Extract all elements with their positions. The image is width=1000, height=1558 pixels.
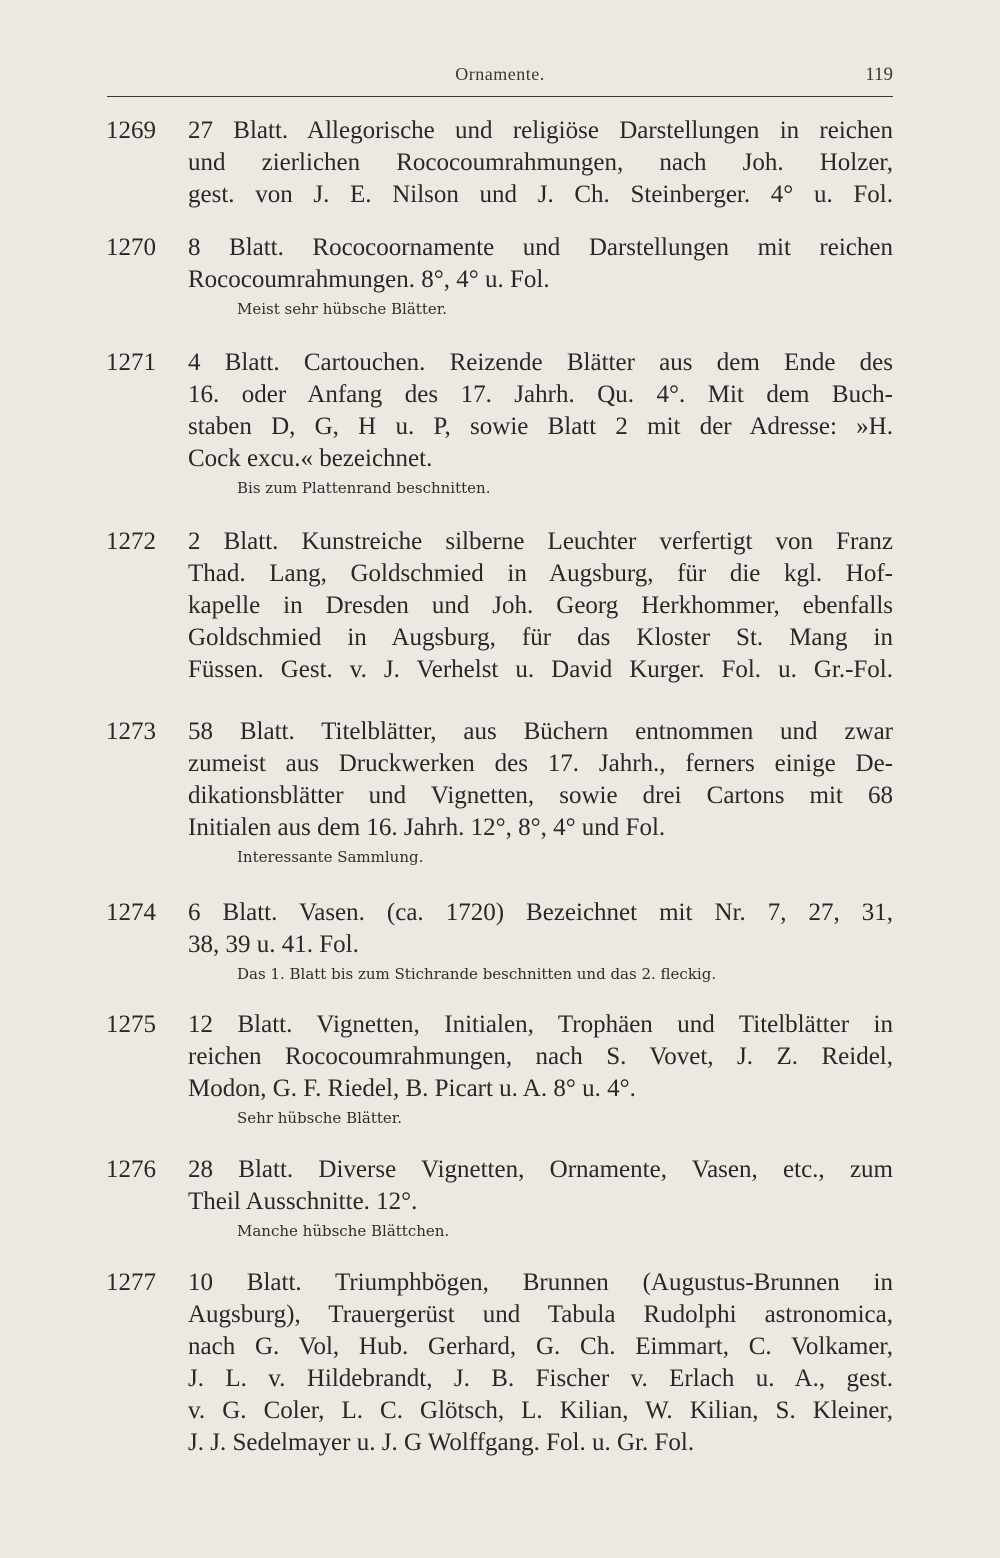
entry-line: Augsburg), Trauergerüst und Tabula Rudolphi astronomica, [188,1301,893,1328]
entry-number: 1273 [106,718,156,745]
entry-line: Rococoumrahmungen. 8°, 4° u. Fol. [188,266,550,293]
entry-number: 1272 [106,528,156,555]
entry-line: 4 Blatt. Cartouchen. Reizende Blätter aus dem Ende des [188,349,893,376]
entry-note: Bis zum Plattenrand beschnitten. [237,479,491,497]
entry-line: gest. von J. E. Nilson und J. Ch. Steinberger. 4° u. Fol. [188,181,893,208]
entry-line: 27 Blatt. Allegorische und religiöse Darstellungen in reichen [188,117,893,144]
entry-text [188,1267,893,1459]
entry-line: dikationsblätter und Vignetten, sowie drei Cartons mit 68 [188,782,893,809]
entry-line: Thad. Lang, Goldschmied in Augsburg, für die kgl. Hof- [188,560,893,587]
entry-number: 1270 [106,234,156,261]
entry-line: J. J. Sedelmayer u. J. G Wolffgang. Fol. u. Gr. Fol. [188,1429,695,1456]
entry-text [188,347,893,499]
entry-line: Cock excu.« bezeichnet. [188,445,433,472]
running-title: Ornamente. [455,64,545,84]
entry-line: 12 Blatt. Vignetten, Initialen, Trophäen und Titelblätter in [188,1011,893,1038]
entry-line: Füssen. Gest. v. J. Verhelst u. David Kurger. Fol. u. Gr.-Fol. [188,656,893,683]
entry-line: 38, 39 u. 41. Fol. [188,931,359,958]
entry-note: Meist sehr hübsche Blätter. [237,300,448,318]
entry-line: reichen Rococoumrahmungen, nach S. Vovet, J. Z. Reidel, [188,1043,893,1070]
entry-text [188,716,893,868]
entry-note: Sehr hübsche Blätter. [237,1109,403,1127]
entry-text [188,897,893,985]
entry-text [188,232,893,320]
entry-note: Das 1. Blatt bis zum Stichrande beschnitten und das 2. fleckig. [237,965,717,983]
entry-line: nach G. Vol, Hub. Gerhard, G. Ch. Eimmart, C. Volkamer, [188,1333,893,1360]
entry-line: 2 Blatt. Kunstreiche silberne Leuchter verfertigt von Franz [188,528,893,555]
entry-line: v. G. Coler, L. C. Glötsch, L. Kilian, W. Kilian, S. Kleiner, [188,1397,893,1424]
entry-line: 16. oder Anfang des 17. Jahrh. Qu. 4°. Mit dem Buch- [188,381,893,408]
entry-line: 10 Blatt. Triumphbögen, Brunnen (Augustus-Brunnen in [188,1269,893,1296]
page-header [107,62,893,97]
page-number: 119 [865,64,893,85]
entry-note: Manche hübsche Blättchen. [237,1222,450,1240]
entry-line: Theil Ausschnitte. 12°. [188,1188,418,1215]
entry-number: 1277 [106,1269,156,1296]
entry-text [188,115,893,211]
entry-number: 1271 [106,349,156,376]
entry-line: Initialen aus dem 16. Jahrh. 12°, 8°, 4° und Fol. [188,814,666,841]
entry-text [188,1154,893,1242]
entry-number: 1276 [106,1156,156,1183]
entry-note: Interessante Sammlung. [237,848,424,866]
entry-line: 6 Blatt. Vasen. (ca. 1720) Bezeichnet mit Nr. 7, 27, 31, [188,899,893,926]
entry-line: 58 Blatt. Titelblätter, aus Büchern entnommen und zwar [188,718,893,745]
entry-line: Goldschmied in Augsburg, für das Kloster St. Mang in [188,624,893,651]
entry-text [188,1009,893,1129]
entry-line: 28 Blatt. Diverse Vignetten, Ornamente, Vasen, etc., zum [188,1156,893,1183]
entry-line: und zierlichen Rococoumrahmungen, nach Joh. Holzer, [188,149,893,176]
entry-line: Modon, G. F. Riedel, B. Picart u. A. 8° u. 4°. [188,1075,636,1102]
entry-line: staben D, G, H u. P, sowie Blatt 2 mit der Adresse: »H. [188,413,893,440]
entry-number: 1275 [106,1011,156,1038]
entry-line: 8 Blatt. Rococoornamente und Darstellungen mit reichen [188,234,893,261]
entry-line: J. L. v. Hildebrandt, J. B. Fischer v. Erlach u. A., gest. [188,1365,893,1392]
entry-line: zumeist aus Druckwerken des 17. Jahrh., ferners einige De- [188,750,893,777]
entry-text [188,526,893,686]
entry-number: 1269 [106,117,156,144]
entry-number: 1274 [106,899,156,926]
entry-line: kapelle in Dresden und Joh. Georg Herkhommer, ebenfalls [188,592,893,619]
